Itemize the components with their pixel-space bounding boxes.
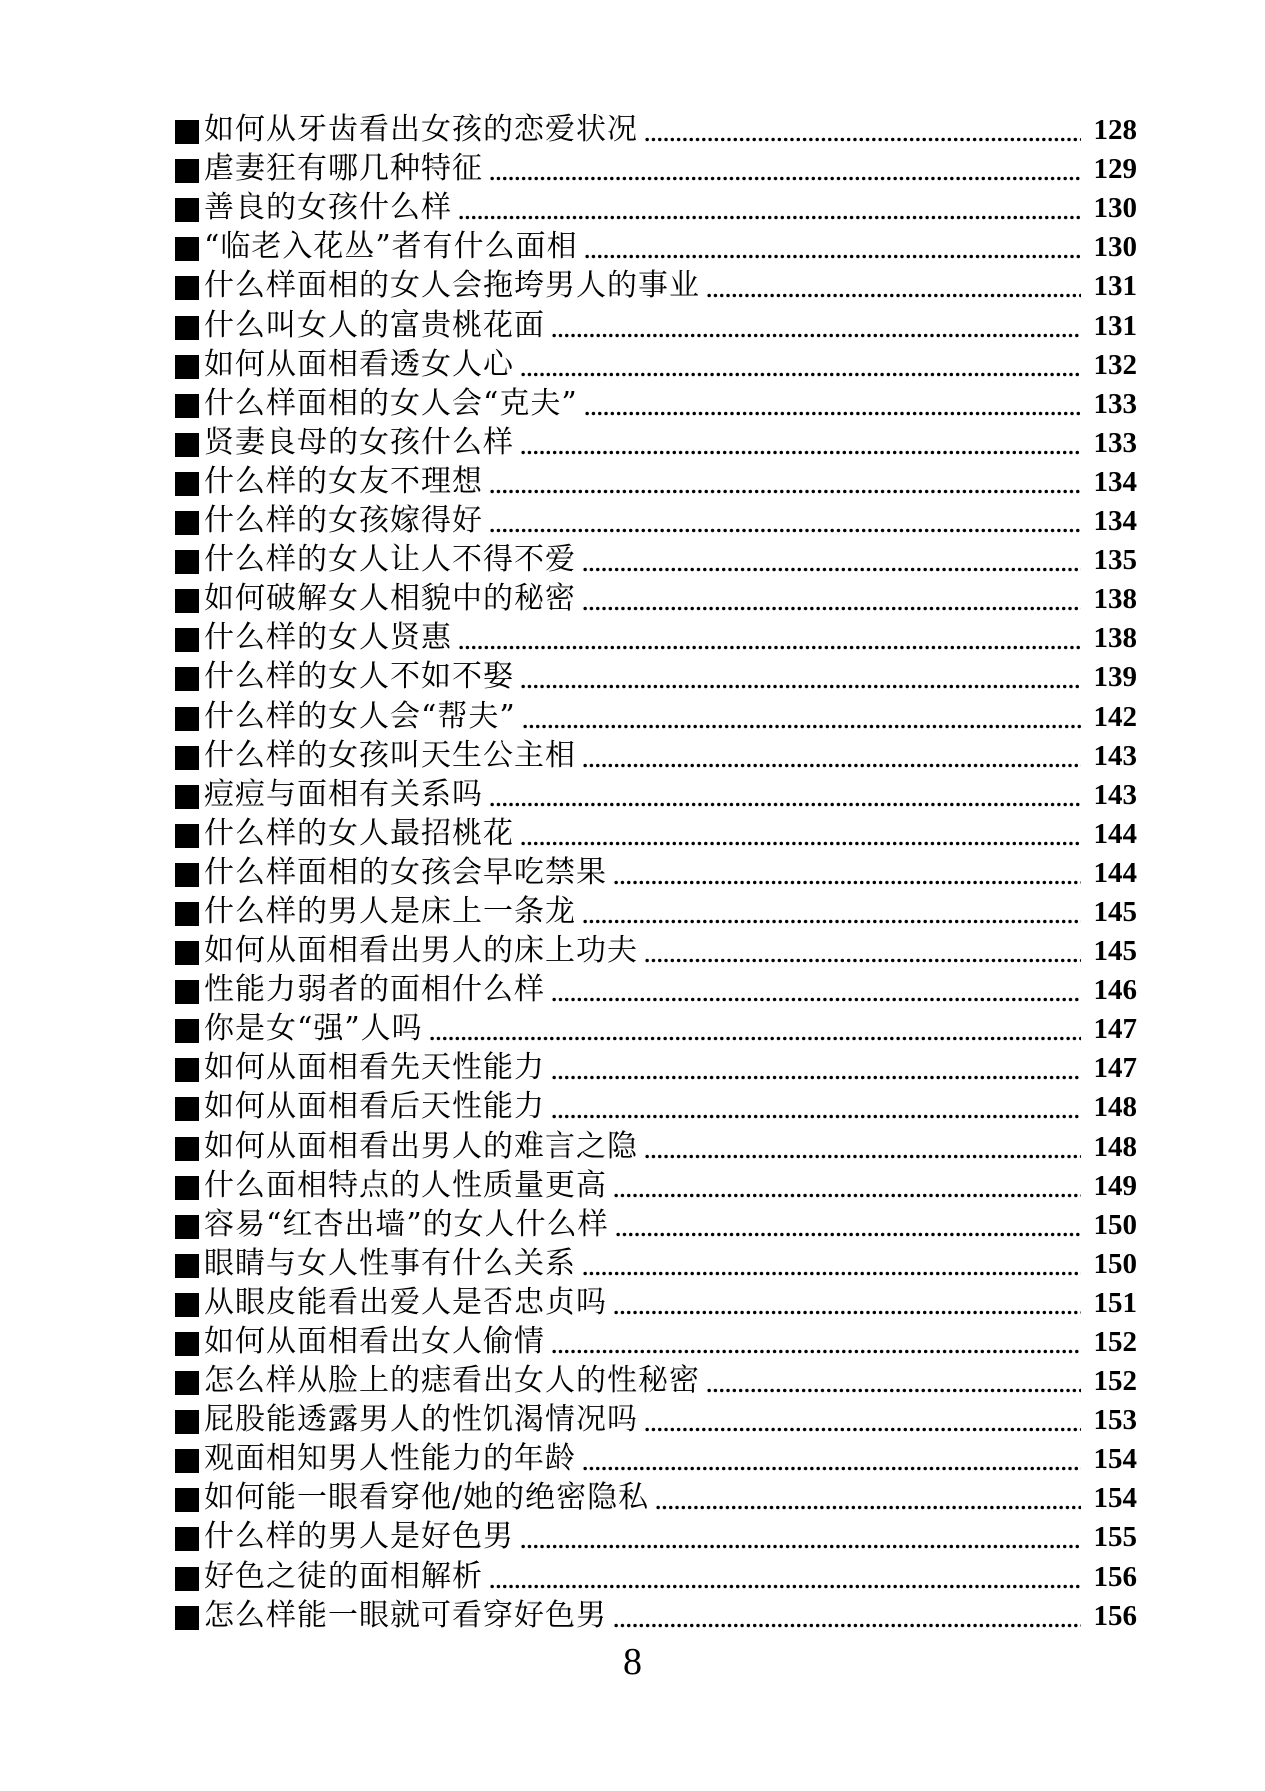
- toc-entry-page: 144: [1093, 817, 1137, 850]
- toc-entry[interactable]: [175, 699, 1137, 738]
- square-bullet-icon: [175, 1215, 199, 1239]
- square-bullet-icon: [175, 902, 199, 926]
- toc-entry[interactable]: [175, 856, 1137, 895]
- dot-leader: [551, 1114, 1081, 1119]
- toc-entry-title: 好色之徒的面相解析: [204, 1558, 483, 1594]
- dot-leader: [551, 1349, 1081, 1354]
- square-bullet-icon: [175, 433, 199, 457]
- square-bullet-icon: [175, 1567, 199, 1591]
- dot-leader: [551, 333, 1081, 338]
- dot-leader: [582, 606, 1081, 611]
- toc-entry-page: 143: [1093, 778, 1137, 811]
- dot-leader: [551, 997, 1081, 1002]
- dot-leader: [644, 1427, 1081, 1432]
- square-bullet-icon: [175, 1137, 199, 1161]
- toc-entry-title: 屁股能透露男人的性饥渴情况吗: [204, 1402, 638, 1438]
- toc-entry[interactable]: [175, 621, 1137, 660]
- toc-entry-page: 138: [1093, 622, 1137, 655]
- square-bullet-icon: [175, 394, 199, 418]
- square-bullet-icon: [175, 1606, 199, 1630]
- toc-entry-page: 146: [1093, 974, 1137, 1007]
- toc-entry-page: 144: [1093, 856, 1137, 889]
- square-bullet-icon: [175, 667, 199, 691]
- toc-entry-title: 怎么样能一眼就可看穿好色男: [204, 1597, 607, 1633]
- dot-leader: [613, 880, 1081, 885]
- toc-entry-title: 怎么样从脸上的痣看出女人的性秘密: [204, 1363, 700, 1399]
- dot-leader: [429, 1036, 1081, 1041]
- toc-entry-title: 什么样的女人贤惠: [204, 620, 452, 656]
- toc-entry-page: 149: [1093, 1169, 1137, 1202]
- toc-entry[interactable]: [175, 1325, 1137, 1364]
- table-of-contents: [175, 113, 1137, 1638]
- dot-leader: [584, 411, 1081, 416]
- toc-entry[interactable]: [175, 308, 1137, 347]
- square-bullet-icon: [175, 1293, 199, 1317]
- toc-entry[interactable]: [175, 1247, 1137, 1286]
- dot-leader: [613, 1623, 1081, 1628]
- dot-leader: [520, 450, 1081, 455]
- square-bullet-icon: [175, 355, 199, 379]
- toc-entry-title: 什么样的女人会“帮夫”: [204, 698, 516, 734]
- toc-entry-page: 147: [1093, 1052, 1137, 1085]
- toc-entry-page: 131: [1093, 309, 1137, 342]
- toc-entry[interactable]: [175, 934, 1137, 973]
- toc-entry-title: 什么样的女孩嫁得好: [204, 503, 483, 539]
- toc-entry[interactable]: [175, 387, 1137, 426]
- dot-leader: [582, 567, 1081, 572]
- toc-entry-page: 128: [1093, 114, 1137, 147]
- toc-entry-title: 从眼皮能看出爱人是否忠贞吗: [204, 1284, 607, 1320]
- toc-entry-title: 如何从面相看出男人的床上功夫: [204, 933, 638, 969]
- toc-entry-title: 什么样面相的女孩会早吃禁果: [204, 854, 607, 890]
- toc-entry[interactable]: [175, 1559, 1137, 1598]
- toc-entry-title: 虐妻狂有哪几种特征: [204, 151, 483, 187]
- square-bullet-icon: [175, 511, 199, 535]
- toc-entry-title: 痘痘与面相有关系吗: [204, 776, 483, 812]
- toc-entry[interactable]: [175, 1169, 1137, 1208]
- dot-leader: [613, 1310, 1081, 1315]
- square-bullet-icon: [175, 1527, 199, 1551]
- square-bullet-icon: [175, 863, 199, 887]
- toc-entry-title: 如何能一眼看穿他/她的绝密隐私: [204, 1480, 650, 1516]
- square-bullet-icon: [175, 980, 199, 1004]
- toc-entry-title: 观面相知男人性能力的年龄: [204, 1441, 576, 1477]
- toc-entry[interactable]: [175, 817, 1137, 856]
- toc-entry[interactable]: [175, 660, 1137, 699]
- toc-entry-title: 什么样的女友不理想: [204, 463, 483, 499]
- square-bullet-icon: [175, 628, 199, 652]
- toc-entry-page: 148: [1093, 1091, 1137, 1124]
- toc-entry[interactable]: [175, 191, 1137, 230]
- dot-leader: [489, 802, 1081, 807]
- square-bullet-icon: [175, 159, 199, 183]
- toc-entry-page: 145: [1093, 935, 1137, 968]
- dot-leader: [489, 1584, 1081, 1589]
- toc-entry[interactable]: [175, 1442, 1137, 1481]
- toc-entry-title: 什么样面相的女人会“克夫”: [204, 385, 578, 421]
- toc-entry-page: 133: [1093, 426, 1137, 459]
- square-bullet-icon: [175, 1488, 199, 1512]
- square-bullet-icon: [175, 589, 199, 613]
- square-bullet-icon: [175, 1019, 199, 1043]
- toc-entry[interactable]: [175, 543, 1137, 582]
- toc-entry[interactable]: [175, 1520, 1137, 1559]
- toc-entry-page: 150: [1093, 1247, 1137, 1280]
- toc-entry-page: 152: [1093, 1365, 1137, 1398]
- toc-entry-page: 143: [1093, 739, 1137, 772]
- square-bullet-icon: [175, 198, 199, 222]
- dot-leader: [582, 1466, 1081, 1471]
- toc-entry-page: 153: [1093, 1404, 1137, 1437]
- dot-leader: [582, 763, 1081, 768]
- square-bullet-icon: [175, 1371, 199, 1395]
- square-bullet-icon: [175, 1449, 199, 1473]
- toc-entry[interactable]: [175, 1286, 1137, 1325]
- toc-entry-title: 什么样的女人最招桃花: [204, 815, 514, 851]
- toc-entry[interactable]: [175, 582, 1137, 621]
- toc-entry-title: 贤妻良母的女孩什么样: [204, 424, 514, 460]
- dot-leader: [489, 489, 1081, 494]
- toc-entry-title: 如何从面相看后天性能力: [204, 1089, 545, 1125]
- dot-leader: [613, 1193, 1081, 1198]
- toc-entry-page: 147: [1093, 1013, 1137, 1046]
- square-bullet-icon: [175, 316, 199, 340]
- toc-entry-page: 132: [1093, 348, 1137, 381]
- square-bullet-icon: [175, 550, 199, 574]
- toc-entry-page: 130: [1093, 192, 1137, 225]
- toc-entry-page: 138: [1093, 583, 1137, 616]
- toc-entry-title: 性能力弱者的面相什么样: [204, 972, 545, 1008]
- dot-leader: [582, 919, 1081, 924]
- toc-entry-title: 什么面相特点的人性质量更高: [204, 1167, 607, 1203]
- dot-leader: [520, 372, 1081, 377]
- toc-entry[interactable]: [175, 739, 1137, 778]
- toc-entry-page: 156: [1093, 1599, 1137, 1632]
- toc-entry[interactable]: [175, 1012, 1137, 1051]
- toc-entry-title: 什么样面相的女人会拖垮男人的事业: [204, 268, 700, 304]
- toc-entry-page: 151: [1093, 1286, 1137, 1319]
- square-bullet-icon: [175, 1410, 199, 1434]
- dot-leader: [520, 841, 1081, 846]
- dot-leader: [520, 1544, 1081, 1549]
- dot-leader: [582, 1271, 1081, 1276]
- toc-entry-title: 如何从面相看出女人偷情: [204, 1324, 545, 1359]
- toc-entry-title: 什么样的女人让人不得不爱: [204, 542, 576, 578]
- toc-entry[interactable]: [175, 778, 1137, 817]
- toc-entry-page: 155: [1093, 1521, 1137, 1554]
- square-bullet-icon: [175, 237, 199, 261]
- toc-entry-title: 你是女“强”人吗: [204, 1011, 423, 1047]
- toc-entry[interactable]: [175, 895, 1137, 934]
- square-bullet-icon: [175, 941, 199, 965]
- toc-entry[interactable]: [175, 152, 1137, 191]
- toc-entry[interactable]: [175, 426, 1137, 465]
- toc-entry[interactable]: [175, 1364, 1137, 1403]
- toc-entry[interactable]: [175, 1481, 1137, 1520]
- toc-entry-page: 130: [1093, 231, 1137, 264]
- toc-entry-title: 如何破解女人相貌中的秘密: [204, 581, 576, 617]
- square-bullet-icon: [175, 824, 199, 848]
- toc-entry-page: 154: [1093, 1443, 1137, 1476]
- toc-entry-title: 善良的女孩什么样: [204, 190, 452, 226]
- toc-entry-title: 眼睛与女人性事有什么关系: [204, 1245, 576, 1281]
- toc-entry[interactable]: [175, 113, 1137, 152]
- toc-entry-page: 148: [1093, 1130, 1137, 1163]
- dot-leader: [706, 293, 1081, 298]
- toc-entry-page: 134: [1093, 505, 1137, 538]
- dot-leader: [551, 1075, 1081, 1080]
- square-bullet-icon: [175, 746, 199, 770]
- toc-entry[interactable]: [175, 1051, 1137, 1090]
- toc-entry-page: 156: [1093, 1560, 1137, 1593]
- dot-leader: [458, 215, 1081, 220]
- dot-leader: [655, 1505, 1081, 1510]
- square-bullet-icon: [175, 707, 199, 731]
- square-bullet-icon: [175, 276, 199, 300]
- toc-entry-title: 容易“红杏出墙”的女人什么样: [204, 1206, 609, 1242]
- dot-leader: [522, 724, 1081, 729]
- dot-leader: [644, 958, 1081, 963]
- toc-entry-title: “临老入花丛”者有什么面相: [204, 229, 578, 265]
- toc-entry[interactable]: [175, 1090, 1137, 1129]
- toc-entry[interactable]: [175, 1208, 1137, 1247]
- toc-entry-page: 135: [1093, 544, 1137, 577]
- square-bullet-icon: [175, 1097, 199, 1121]
- dot-leader: [584, 254, 1081, 259]
- toc-entry[interactable]: [175, 1599, 1137, 1638]
- toc-entry-title: 什么样的女人不如不娶: [204, 659, 514, 695]
- toc-entry-title: 如何从面相看先天性能力: [204, 1050, 545, 1086]
- dot-leader: [520, 684, 1081, 689]
- toc-entry-title: 什么样的女孩叫天生公主相: [204, 737, 576, 773]
- toc-entry-title: 如何从面相看透女人心: [204, 346, 514, 382]
- dot-leader: [644, 137, 1081, 142]
- toc-entry-title: 什么样的男人是床上一条龙: [204, 893, 576, 929]
- toc-entry-page: 131: [1093, 270, 1137, 303]
- toc-entry-title: 什么叫女人的富贵桃花面: [204, 307, 545, 343]
- toc-entry-page: 129: [1093, 153, 1137, 186]
- toc-entry-title: 什么样的男人是好色男: [204, 1519, 514, 1555]
- square-bullet-icon: [175, 1254, 199, 1278]
- toc-entry-page: 142: [1093, 700, 1137, 733]
- dot-leader: [489, 528, 1081, 533]
- square-bullet-icon: [175, 120, 199, 144]
- dot-leader: [489, 176, 1081, 181]
- page-number: 8: [623, 1641, 642, 1683]
- toc-entry-title: 如何从面相看出男人的难言之隐: [204, 1128, 638, 1164]
- toc-entry[interactable]: [175, 1129, 1137, 1168]
- toc-entry-page: 150: [1093, 1208, 1137, 1241]
- dot-leader: [644, 1154, 1081, 1159]
- toc-entry[interactable]: [175, 1403, 1137, 1442]
- square-bullet-icon: [175, 1332, 199, 1356]
- dot-leader: [706, 1388, 1081, 1393]
- toc-entry[interactable]: [175, 269, 1137, 308]
- toc-entry-title: 如何从牙齿看出女孩的恋爱状况: [204, 112, 638, 148]
- square-bullet-icon: [175, 472, 199, 496]
- toc-entry-page: 134: [1093, 465, 1137, 498]
- dot-leader: [458, 645, 1081, 650]
- square-bullet-icon: [175, 1176, 199, 1200]
- dot-leader: [615, 1232, 1081, 1237]
- toc-entry-page: 145: [1093, 895, 1137, 928]
- square-bullet-icon: [175, 785, 199, 809]
- toc-entry[interactable]: [175, 230, 1137, 269]
- square-bullet-icon: [175, 1058, 199, 1082]
- toc-entry[interactable]: [175, 504, 1137, 543]
- toc-entry[interactable]: [175, 973, 1137, 1012]
- toc-entry-page: 139: [1093, 661, 1137, 694]
- toc-entry-page: 133: [1093, 387, 1137, 420]
- toc-entry[interactable]: [175, 465, 1137, 504]
- toc-entry-page: 152: [1093, 1326, 1137, 1358]
- toc-entry[interactable]: [175, 348, 1137, 387]
- toc-entry-page: 154: [1093, 1482, 1137, 1515]
